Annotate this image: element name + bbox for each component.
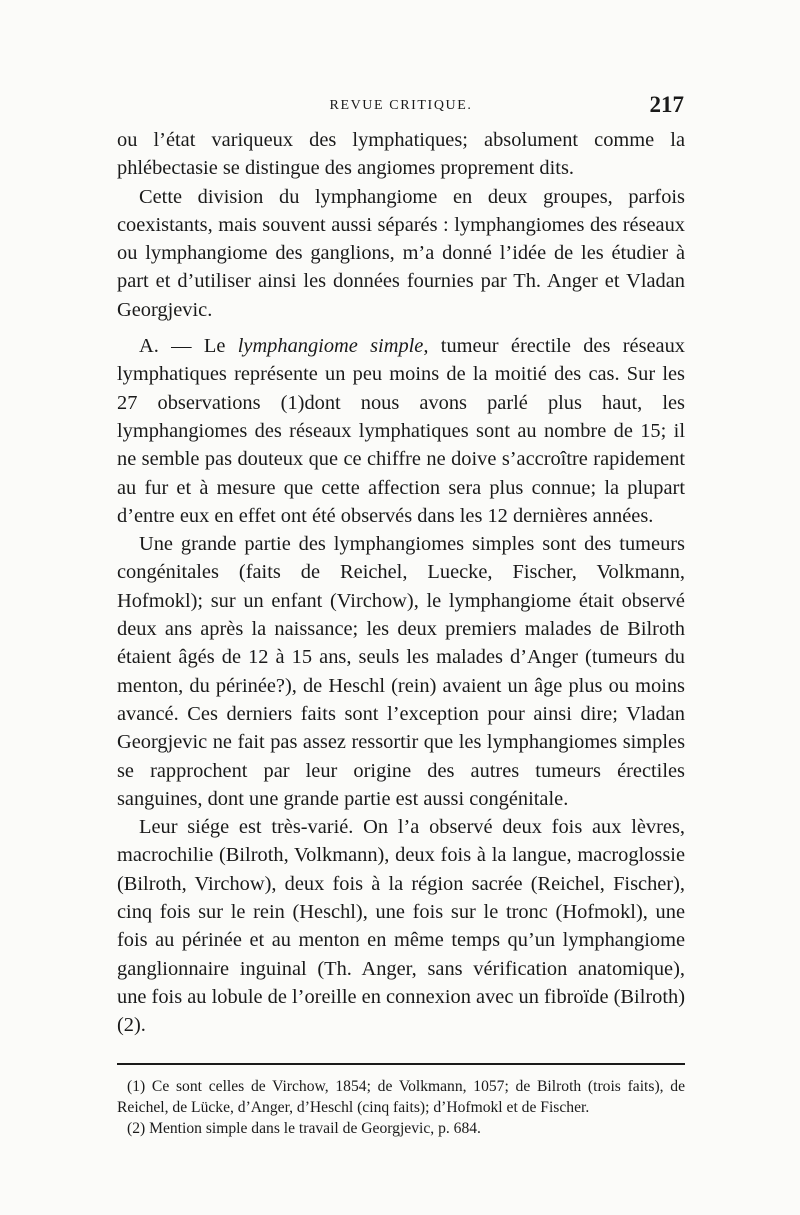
running-head xyxy=(118,92,684,122)
body-text xyxy=(117,126,685,1040)
page-number: 217 xyxy=(649,92,684,117)
section-a-term: lymphangiome simple, xyxy=(237,335,429,358)
footnote-divider xyxy=(117,1063,685,1065)
paragraph-congenital: Une grande partie des lymphangiomes simples sont des tumeurs congénitales (faits de Reichel, Luecke, Fischer, Volkmann, Hofmokl); sur un enfant (Virchow), le lymphangiome était observé deux ans après la naissance; les deux premiers malades de Bilroth étaient âgés de 12 à 15 ans, seuls les malades d’Anger (tumeurs du menton, du périnée?), de Heschl (rein) avaient un âge plus ou moins avancé. Ces derniers faits sont l’exception pour ainsi dire; Vladan Georgjevic ne fait pas assez ressortir que les lymphangiomes simples se rapprochent par leur origine des autres tumeurs érectiles sanguines, dont une grande partie est aussi congénitale. xyxy=(117,533,685,810)
section-a-text: tumeur érectile des réseaux lymphatiques représente un peu moins de la moitié des cas. Sur les 27 observations (1)dont nous avons parlé plus haut, les lymphangiomes des réseaux lymphatiques sont au nombre de 15; il ne semble pas douteux que ce chiffre ne doive s’accroître rapidement au fur et à mesure que cette affection sera plus connue; la plupart d’entre eux en effet ont été observés dans les 12 dernières années. xyxy=(117,335,685,527)
footnotes xyxy=(117,1076,685,1139)
section-a-lead: A. — Le xyxy=(139,335,238,358)
footnote-1: (1) Ce sont celles de Virchow, 1854; de Volkmann, 1057; de Bilroth (trois faits), de Reichel, de Lücke, d’Anger, d’Heschl (cinq faits); d’Hofmokl et de Fischer. xyxy=(117,1078,685,1116)
paragraph-siege: Leur siége est très-varié. On l’a observé deux fois aux lèvres, macrochilie (Bilroth, Volkmann), deux fois à la langue, macroglossie (Bilroth, Virchow), deux fois à la région sacrée (Reichel, Fischer), cinq fois sur le rein (Heschl), une fois sur le tronc (Hofmokl), une fois au périnée et au menton en même temps qu’un lymphangiome ganglionnaire inguinal (Th. Anger, sans vérification anatomique), une fois au lobule de l’oreille en connexion avec un fibroïde (Bilroth) (2). xyxy=(117,816,685,1037)
paragraph-continuation: ou l’état variqueux des lymphatiques; absolument comme la phlébectasie se distingue des angiomes proprement dits. xyxy=(117,129,685,180)
paragraph-section-a xyxy=(117,332,685,530)
running-title: REVUE CRITIQUE. xyxy=(329,98,473,113)
paragraph-division: Cette division du lymphangiome en deux groupes, parfois coexistants, mais souvent aussi séparés : lymphangiomes des réseaux ou lymphangiome des ganglions, m’a donné l’idée de les étudier à part et d’utiliser ainsi les données fournies par Th. Anger et Vladan Georgjevic. xyxy=(117,185,685,321)
footnote-2: (2) Mention simple dans le travail de Georgjevic, p. 684. xyxy=(127,1120,481,1137)
